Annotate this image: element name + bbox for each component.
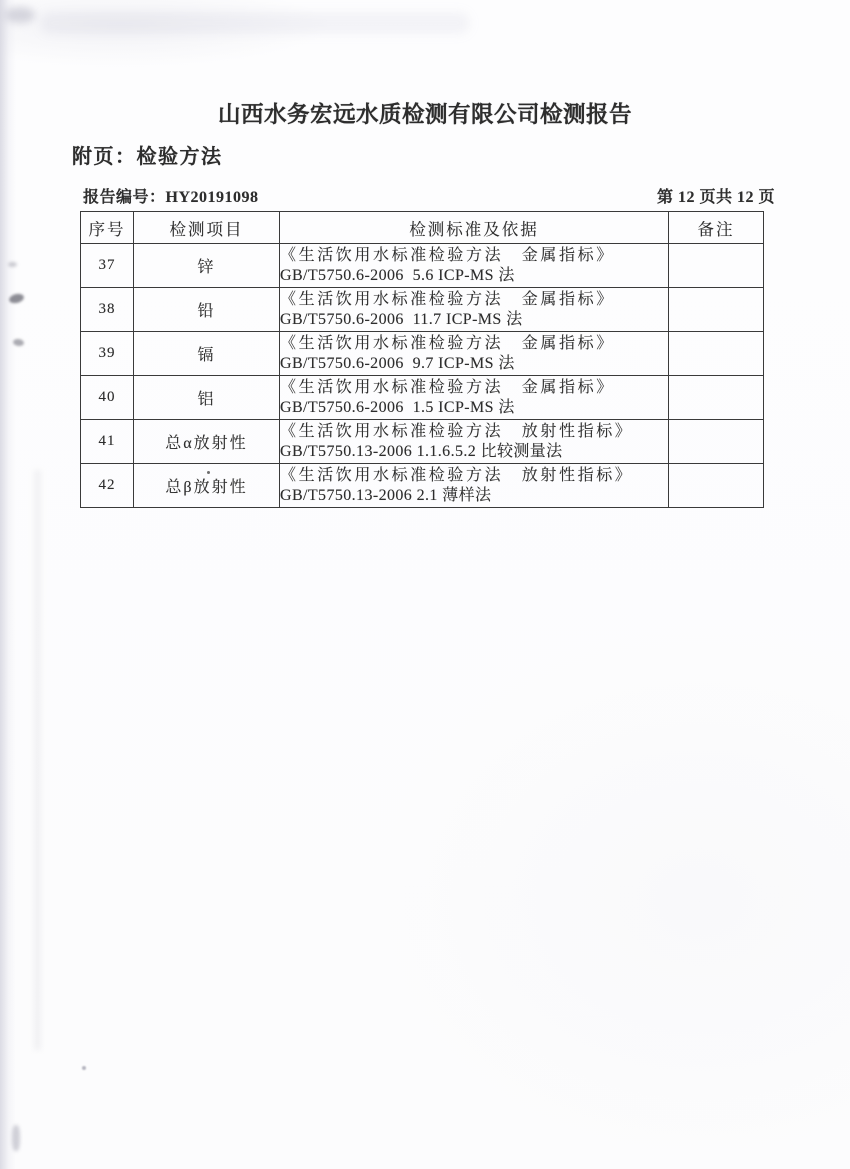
standard-cell — [280, 332, 669, 376]
standard-method-line: GB/T5750.6-2006 1.5 ICP-MS 法 — [280, 399, 515, 416]
table-row — [81, 420, 764, 464]
standard-cell — [280, 420, 669, 464]
standard-title-line: 《生活饮用水标准检验方法 金属指标》 — [280, 291, 615, 308]
remark-cell — [669, 332, 764, 376]
table-row — [81, 244, 764, 288]
scan-speck — [82, 1066, 86, 1070]
page-title: 山西水务宏远水质检测有限公司检测报告 — [217, 102, 632, 127]
standard-method-line: GB/T5750.6-2006 5.6 ICP-MS 法 — [280, 267, 515, 284]
standard-cell — [280, 464, 669, 508]
standard-method-line: GB/T5750.6-2006 11.7 ICP-MS 法 — [280, 311, 523, 328]
scan-smudge — [8, 292, 25, 304]
test-item-cell: 锌 — [134, 244, 280, 288]
report-meta-row — [83, 184, 775, 207]
page-indicator: 第 12 页共 12 页 — [656, 189, 775, 206]
standard-method-line: GB/T5750.13-2006 1.1.6.5.2 比较测量法 — [280, 443, 563, 460]
standard-method-line: GB/T5750.13-2006 2.1 薄样法 — [280, 487, 492, 504]
standard-cell — [280, 244, 669, 288]
row-number-cell: 39 — [81, 332, 134, 376]
test-item-cell: 铝 — [134, 376, 280, 420]
test-item-cell: 总α放射性 — [134, 420, 280, 464]
row-number-cell: 38 — [81, 288, 134, 332]
report-number-label: 报告编号： — [83, 189, 166, 206]
standard-cell — [280, 288, 669, 332]
scan-edge-shadow — [0, 0, 16, 1169]
standard-method-line: GB/T5750.6-2006 9.7 ICP-MS 法 — [280, 355, 515, 372]
column-header: 检测项目 — [134, 212, 280, 244]
report-number — [83, 184, 259, 207]
scan-corner-mark — [5, 7, 35, 23]
column-header: 序号 — [81, 212, 134, 244]
test-item-cell: 总β放射性 — [134, 464, 280, 508]
scan-speck — [12, 1125, 20, 1151]
test-item-cell: 铅 — [134, 288, 280, 332]
test-item-cell: 镉 — [134, 332, 280, 376]
row-number-cell: 42 — [81, 464, 134, 508]
standard-cell — [280, 376, 669, 420]
report-number-value: HY20191098 — [165, 189, 259, 206]
methods-table — [80, 211, 764, 508]
standard-title-line: 《生活饮用水标准检验方法 放射性指标》 — [280, 467, 634, 484]
methods-table-head-row — [81, 212, 764, 244]
table-row — [81, 464, 764, 508]
column-header: 检测标准及依据 — [280, 212, 669, 244]
methods-table-body — [81, 244, 764, 508]
scan-smudge — [13, 338, 25, 346]
remark-cell — [669, 464, 764, 508]
standard-title-line: 《生活饮用水标准检验方法 金属指标》 — [280, 379, 615, 396]
scan-bleed-mark — [40, 12, 470, 34]
row-number-cell: 41 — [81, 420, 134, 464]
appendix-heading: 附页：检验方法 — [72, 146, 223, 168]
standard-title-line: 《生活饮用水标准检验方法 放射性指标》 — [280, 423, 634, 440]
table-row — [81, 332, 764, 376]
row-number-cell: 40 — [81, 376, 134, 420]
scan-smudge — [8, 262, 17, 267]
standard-title-line: 《生活饮用水标准检验方法 金属指标》 — [280, 247, 615, 264]
row-number-cell: 37 — [81, 244, 134, 288]
remark-cell — [669, 420, 764, 464]
scan-streak — [34, 470, 41, 1050]
remark-cell — [669, 376, 764, 420]
column-header: 备注 — [669, 212, 764, 244]
table-row — [81, 288, 764, 332]
remark-cell — [669, 288, 764, 332]
methods-table-head — [81, 212, 764, 244]
standard-title-line: 《生活饮用水标准检验方法 金属指标》 — [280, 335, 615, 352]
remark-cell — [669, 244, 764, 288]
table-row — [81, 376, 764, 420]
